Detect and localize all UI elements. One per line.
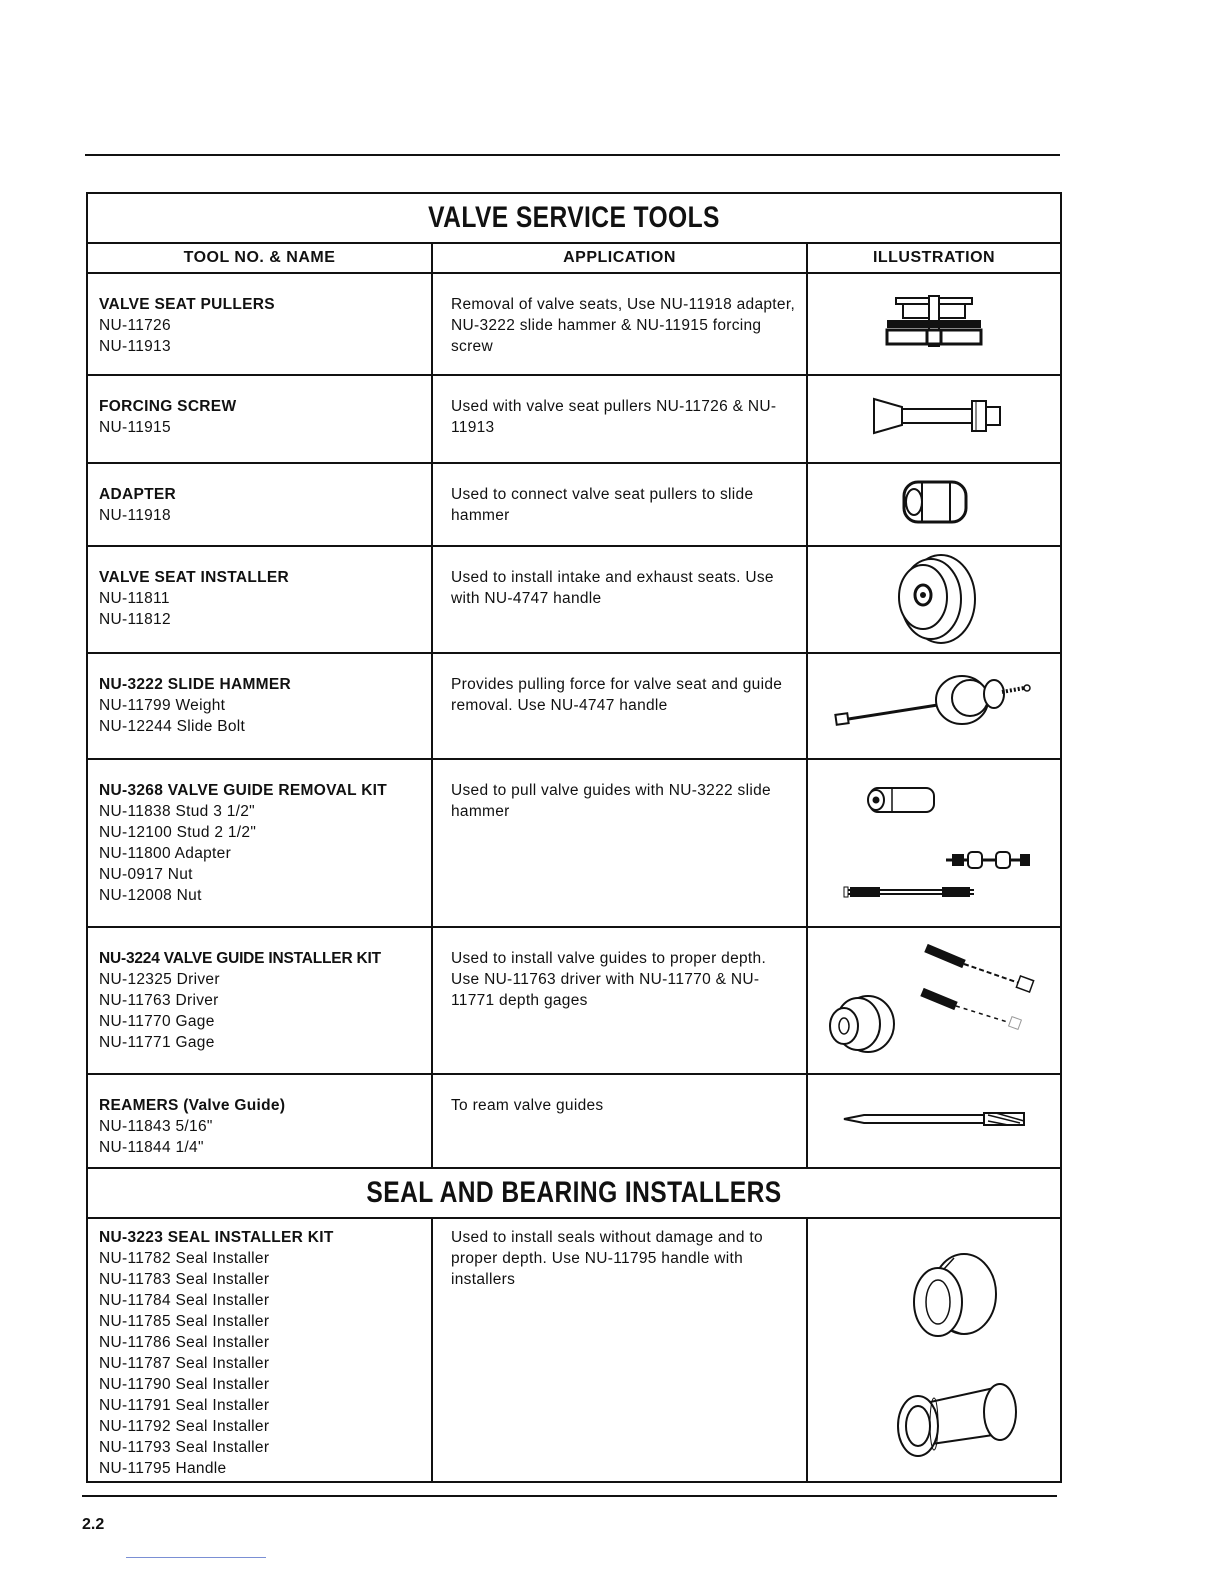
tool-cell	[87, 375, 432, 463]
tool-part: NU-11726	[99, 317, 171, 334]
adapter-icon	[884, 472, 984, 532]
tool-name: REAMERS (Valve Guide)	[99, 1097, 286, 1114]
tool-part: NU-11843 5/16"	[99, 1118, 213, 1135]
tool-cell	[87, 759, 432, 927]
guide-removal-kit-icon	[814, 766, 1054, 916]
table-row	[87, 1218, 1061, 1482]
tool-part: NU-11913	[99, 338, 171, 355]
tool-name: FORCING SCREW	[99, 398, 237, 415]
tool-part: NU-11915	[99, 419, 171, 436]
tool-cell	[87, 463, 432, 546]
table-row	[87, 375, 1061, 463]
application-cell: Used with valve seat pullers NU-11726 & NU-11913	[432, 375, 807, 463]
header-illustration-label: ILLUSTRATION	[872, 249, 996, 266]
illustration-cell	[807, 1218, 1061, 1482]
tool-name: NU-3222 SLIDE HAMMER	[99, 676, 292, 693]
table-row	[87, 1074, 1061, 1168]
table-row	[87, 759, 1061, 927]
forcing-screw-icon	[854, 387, 1014, 447]
tool-part: NU-11763 Driver	[99, 992, 219, 1009]
page-number: 2.2	[82, 1516, 105, 1533]
tool-part: NU-11793 Seal Installer	[99, 1439, 270, 1456]
header-application-label: APPLICATION	[563, 249, 676, 266]
tool-part: NU-0917 Nut	[99, 866, 193, 883]
table-row	[87, 653, 1061, 759]
tool-part: NU-11783 Seal Installer	[99, 1271, 270, 1288]
tool-part: NU-11811	[99, 590, 170, 607]
table-row	[87, 546, 1061, 653]
tool-part: NU-11795 Handle	[99, 1460, 227, 1477]
header-illustration	[807, 243, 1061, 273]
tool-part: NU-11770 Gage	[99, 1013, 215, 1030]
table-row	[87, 273, 1061, 375]
application-cell: Used to pull valve guides with NU-3222 slide hammer	[432, 759, 807, 927]
tool-part: NU-11787 Seal Installer	[99, 1355, 270, 1372]
illustration-cell	[807, 759, 1061, 927]
reamer-icon	[834, 1099, 1034, 1139]
tool-cell	[87, 1074, 432, 1168]
application-cell: Used to install intake and exhaust seats. Use with NU-4747 handle	[432, 546, 807, 653]
table-row	[87, 463, 1061, 546]
tool-name: VALVE SEAT PULLERS	[99, 296, 275, 313]
tool-part: NU-11785 Seal Installer	[99, 1313, 270, 1330]
tool-part: NU-11784 Seal Installer	[99, 1292, 270, 1309]
guide-installer-kit-icon	[814, 928, 1054, 1068]
illustration-cell	[807, 273, 1061, 375]
table-row	[87, 927, 1061, 1074]
tool-name: NU-3268 VALVE GUIDE REMOVAL KIT	[99, 782, 388, 799]
tool-part: NU-11791 Seal Installer	[99, 1397, 270, 1414]
tool-cell	[87, 927, 432, 1074]
application-cell: To ream valve guides	[432, 1074, 807, 1168]
header-tool	[87, 243, 432, 273]
tool-cell	[87, 1218, 432, 1482]
tool-part: NU-11790 Seal Installer	[99, 1376, 270, 1393]
application-cell: Used to install seals without damage and to proper depth. Use NU-11795 handle with installers	[432, 1218, 807, 1482]
tool-part: NU-11838 Stud 3 1/2"	[99, 803, 255, 820]
valve-seat-installer-icon	[879, 547, 989, 647]
header-tool-label: TOOL NO. & NAME	[183, 249, 336, 266]
tool-cell	[87, 653, 432, 759]
tool-part: NU-12325 Driver	[99, 971, 220, 988]
valve-section-title-cell	[87, 193, 1061, 243]
illustration-cell	[807, 653, 1061, 759]
tool-name: NU-3223 SEAL INSTALLER KIT	[99, 1229, 334, 1246]
slide-hammer-icon	[824, 664, 1044, 744]
tool-part: NU-12100 Stud 2 1/2"	[99, 824, 257, 841]
seal-installer-icon	[834, 1228, 1034, 1468]
top-rule	[85, 154, 1060, 156]
application-cell: Used to connect valve seat pullers to slide hammer	[432, 463, 807, 546]
application-cell: Provides pulling force for valve seat and guide removal. Use NU-4747 handle	[432, 653, 807, 759]
illustration-cell	[807, 927, 1061, 1074]
valve-section-title: VALVE SERVICE TOOLS	[428, 201, 720, 234]
tool-part: NU-11782 Seal Installer	[99, 1250, 270, 1267]
seal-section-title-cell	[87, 1168, 1061, 1218]
tool-cell	[87, 273, 432, 375]
tool-part: NU-11771 Gage	[99, 1034, 215, 1051]
tool-part: NU-11918	[99, 507, 171, 524]
tool-name: NU-3224 VALVE GUIDE INSTALLER KIT	[99, 950, 381, 967]
seal-section-title: SEAL AND BEARING INSTALLERS	[366, 1176, 782, 1209]
illustration-cell	[807, 375, 1061, 463]
tool-part: NU-11844 1/4"	[99, 1139, 204, 1156]
tool-part: NU-11800 Adapter	[99, 845, 232, 862]
tool-cell	[87, 546, 432, 653]
illustration-cell	[807, 546, 1061, 653]
illustration-cell	[807, 463, 1061, 546]
tool-part: NU-12008 Nut	[99, 887, 202, 904]
bottom-rule	[82, 1495, 1057, 1497]
application-cell: Removal of valve seats, Use NU-11918 adapter, NU-3222 slide hammer & NU-11915 forcing screw	[432, 273, 807, 375]
valve-seat-puller-icon	[879, 292, 989, 352]
illustration-cell	[807, 1074, 1061, 1168]
tool-part: NU-11812	[99, 611, 171, 628]
header-application	[432, 243, 807, 273]
tool-part: NU-11799 Weight	[99, 697, 226, 714]
tool-part: NU-12244 Slide Bolt	[99, 718, 246, 735]
tool-part: NU-11792 Seal Installer	[99, 1418, 270, 1435]
tool-part: NU-11786 Seal Installer	[99, 1334, 270, 1351]
footer-blue-line	[126, 1557, 266, 1558]
application-cell: Used to install valve guides to proper depth. Use NU-11763 driver with NU-11770 & NU-11771 depth gages	[432, 927, 807, 1074]
tool-name: VALVE SEAT INSTALLER	[99, 569, 289, 586]
tool-name: ADAPTER	[99, 486, 177, 503]
valve-tools-table	[86, 192, 1062, 1483]
